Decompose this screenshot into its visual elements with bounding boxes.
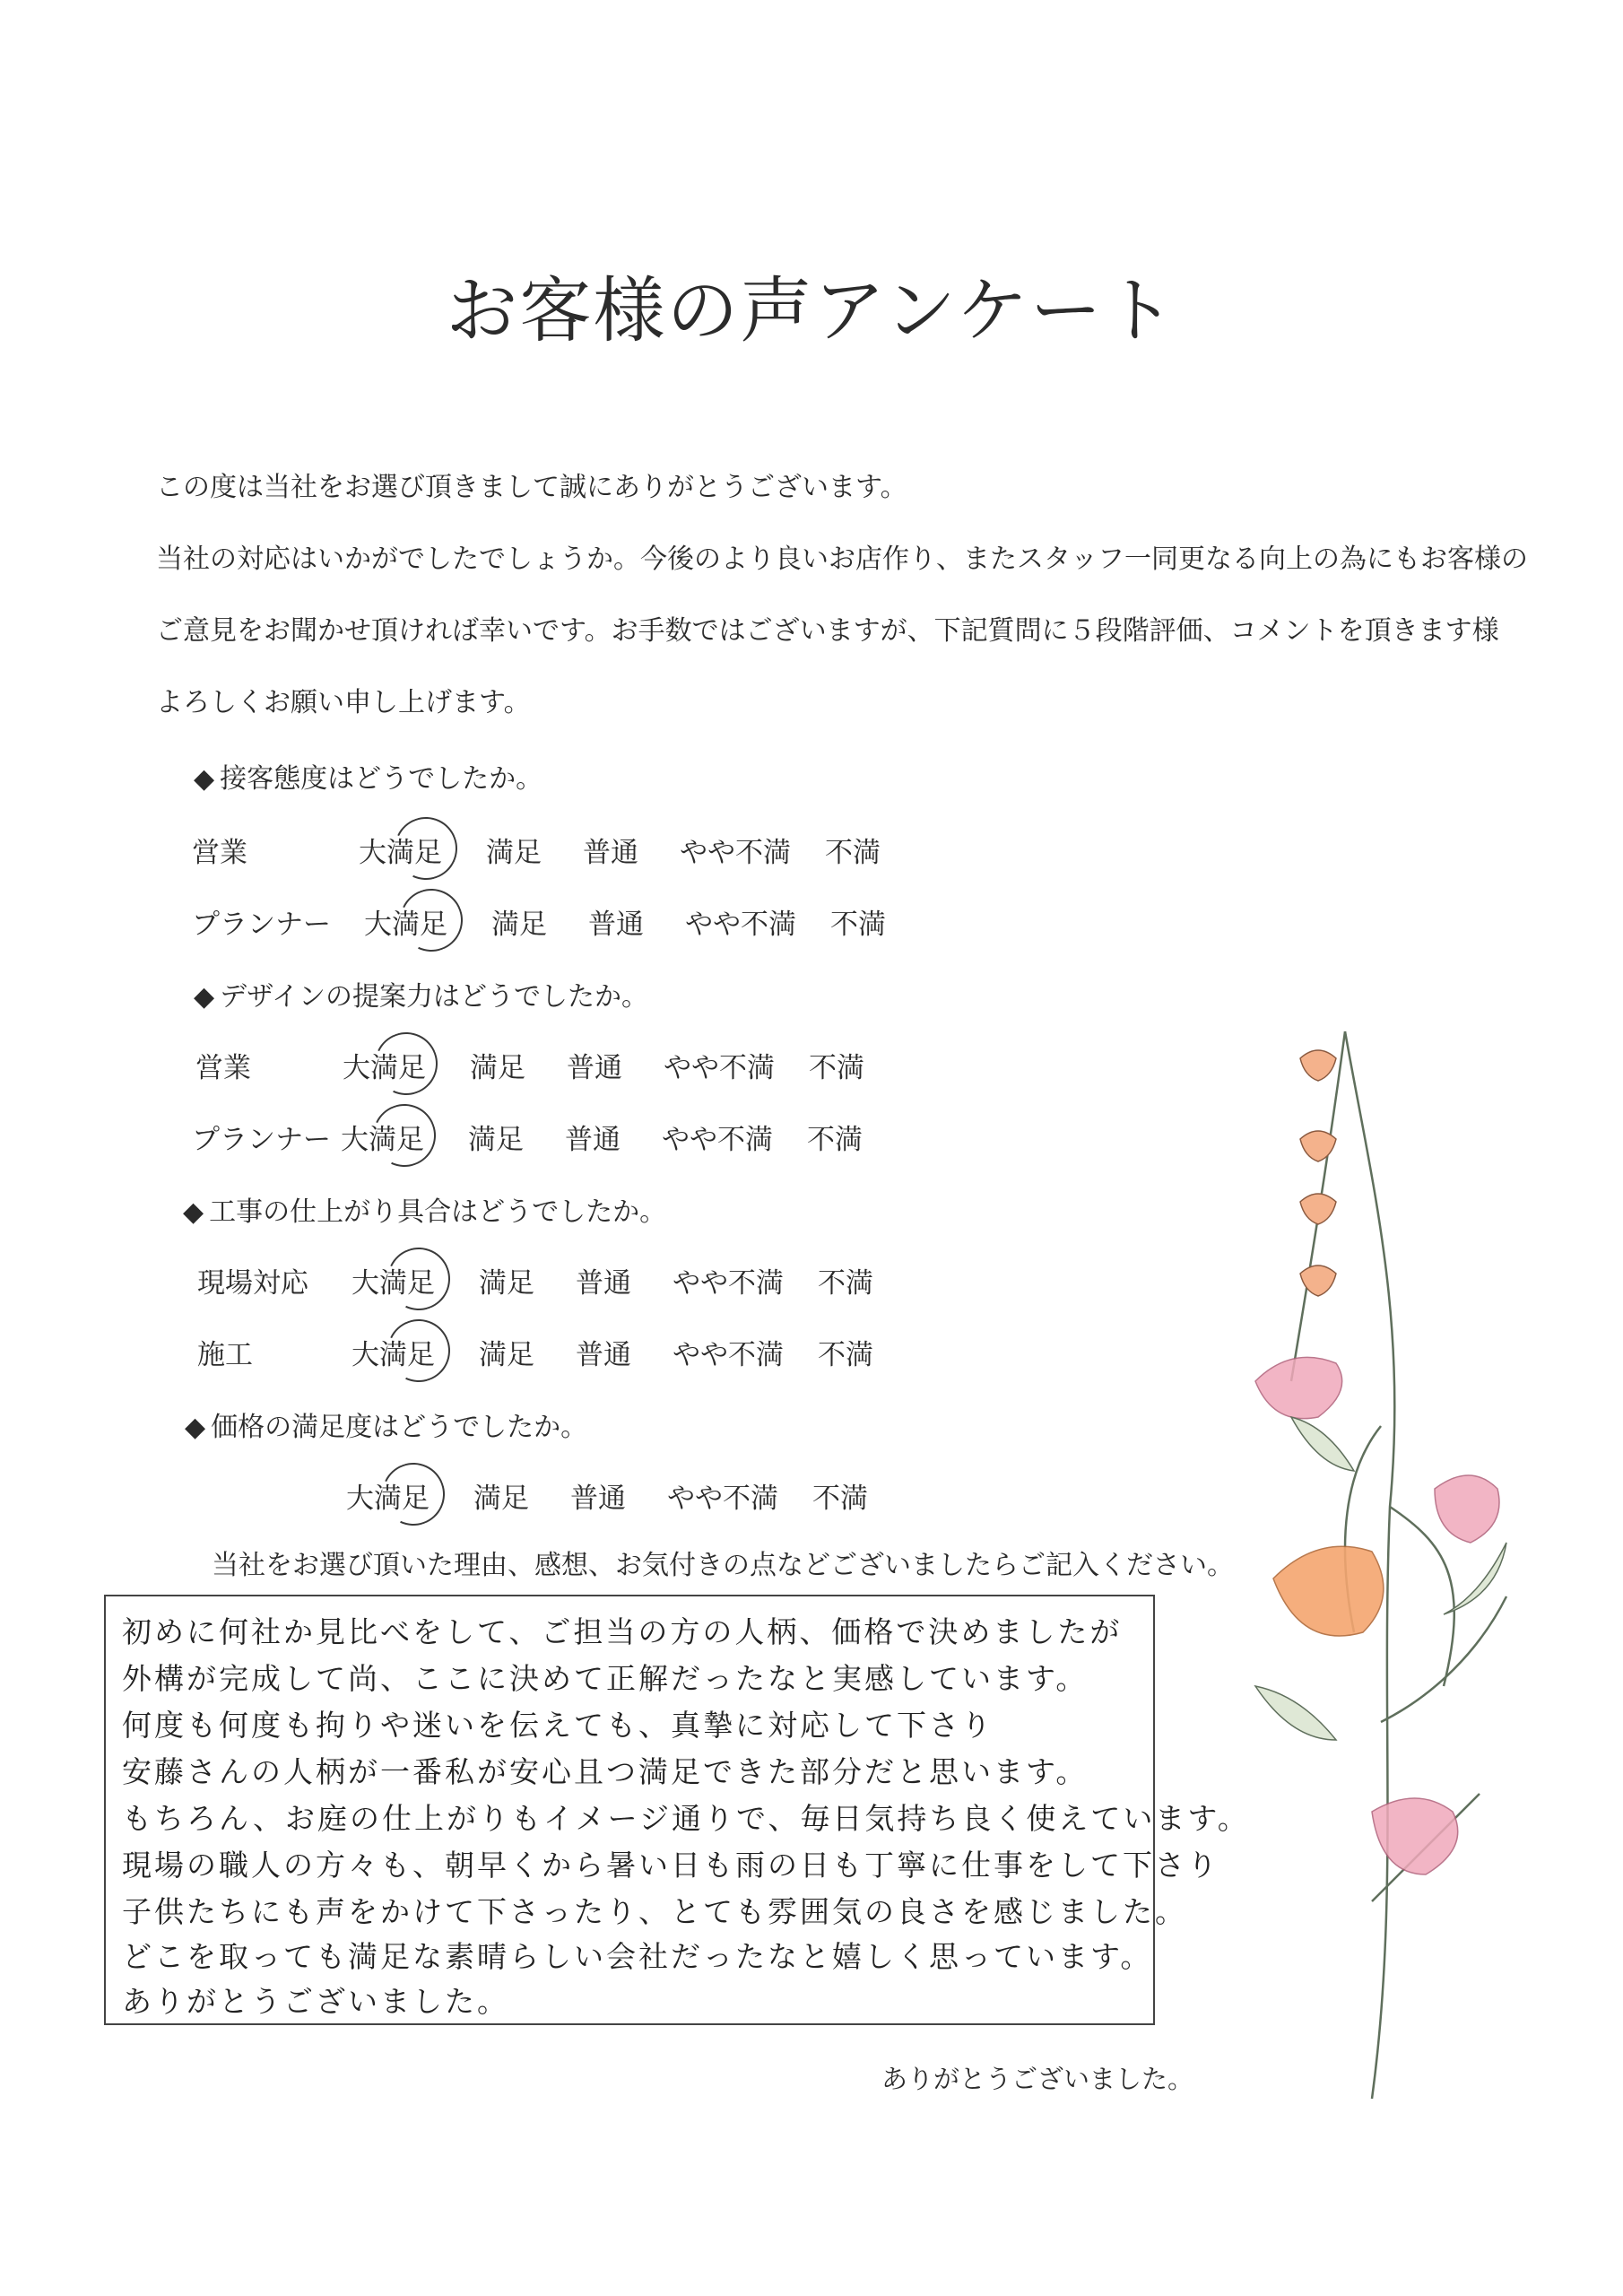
row-label: 営業 [192, 837, 247, 869]
option-very-satisfied[interactable]: 大満足 [352, 1339, 435, 1371]
option-satisfied[interactable]: 満足 [470, 1052, 525, 1084]
selection-circle [364, 1095, 445, 1176]
option-dissatisfied[interactable]: 不満 [807, 1124, 863, 1156]
row-label: 営業 [195, 1052, 251, 1084]
option-satisfied[interactable]: 満足 [473, 1483, 529, 1515]
option-neutral[interactable]: 普通 [576, 1339, 631, 1371]
comment-line: ありがとうございました。 [122, 1984, 509, 2019]
selection-circle [391, 880, 472, 961]
comment-prompt: 当社をお選び頂いた理由、感想、お気付きの点などございましたらご記入ください。 [212, 1550, 1234, 1581]
option-very-satisfied[interactable]: 大満足 [341, 1124, 424, 1156]
intro-line: ご意見をお聞かせ頂ければ幸いです。お手数ではございますが、下記質問に５段階評価、コメントを頂きます様 [156, 615, 1499, 647]
question-1 [194, 756, 542, 796]
option-neutral[interactable]: 普通 [570, 1483, 626, 1515]
question-text: 価格の満足度はどうでしたか。 [211, 1412, 588, 1443]
option-satisfied[interactable]: 満足 [486, 837, 542, 869]
rating-row-q2-planner [192, 1117, 909, 1160]
selection-circle [386, 808, 466, 889]
option-somewhat-dissatisfied[interactable]: やや不満 [662, 1124, 773, 1156]
option-somewhat-dissatisfied[interactable]: やや不満 [664, 1052, 775, 1084]
option-somewhat-dissatisfied[interactable]: やや不満 [673, 1339, 784, 1371]
option-neutral[interactable]: 普通 [567, 1052, 622, 1084]
option-neutral[interactable]: 普通 [576, 1267, 631, 1300]
option-dissatisfied[interactable]: 不満 [818, 1339, 873, 1371]
option-dissatisfied[interactable]: 不満 [830, 909, 886, 941]
option-satisfied[interactable]: 満足 [468, 1124, 524, 1156]
comment-line: どこを取っても満足な素晴らしい会社だったなと嬉しく思っています。 [122, 1939, 1153, 1974]
option-dissatisfied[interactable]: 不満 [825, 837, 881, 869]
diamond-bullet-icon: ◆ [183, 1196, 204, 1228]
comment-line: 何度も何度も拘りや迷いを伝えても、真摯に対応して下さり [122, 1708, 994, 1743]
option-somewhat-dissatisfied[interactable]: やや不満 [680, 837, 791, 869]
question-3 [183, 1189, 666, 1229]
closing-thanks: ありがとうございました。 [881, 2064, 1194, 2094]
comment-line: 初めに何社か見比べをして、ご担当の方の人柄、価格で決めましたが [122, 1614, 1123, 1649]
option-dissatisfied[interactable]: 不満 [812, 1483, 868, 1515]
selection-circle [378, 1239, 459, 1319]
diamond-bullet-icon: ◆ [194, 981, 215, 1013]
rating-row-q1-planner [192, 901, 909, 944]
option-neutral[interactable]: 普通 [565, 1124, 621, 1156]
option-dissatisfied[interactable]: 不満 [809, 1052, 864, 1084]
question-2 [194, 974, 648, 1013]
option-satisfied[interactable]: 満足 [479, 1267, 534, 1300]
option-very-satisfied[interactable]: 大満足 [352, 1267, 435, 1300]
rating-row-q3-site [197, 1260, 915, 1303]
option-satisfied[interactable]: 満足 [491, 909, 547, 941]
intro-line: 当社の対応はいかがでしたでしょうか。今後のより良いお店作り、またスタッフ一同更なる向上の為にもお客様の [156, 544, 1528, 575]
comment-line: 外構が完成して尚、ここに決めて正解だったなと実感しています。 [122, 1661, 1089, 1696]
option-satisfied[interactable]: 満足 [479, 1339, 534, 1371]
flower-illustration [1237, 1004, 1533, 2117]
selection-circle [373, 1454, 454, 1535]
comment-line: 子供たちにも声をかけて下さったり、とても雰囲気の良さを感じました。 [122, 1894, 1187, 1929]
option-very-satisfied[interactable]: 大満足 [364, 909, 447, 941]
selection-circle [366, 1023, 447, 1104]
rating-row-q3-construction [197, 1332, 915, 1375]
comment-line: 現場の職人の方々も、朝早くから暑い日も雨の日も丁寧に仕事をして下さり [122, 1848, 1219, 1883]
diamond-bullet-icon: ◆ [185, 1412, 206, 1443]
option-somewhat-dissatisfied[interactable]: やや不満 [685, 909, 796, 941]
option-neutral[interactable]: 普通 [583, 837, 638, 869]
option-very-satisfied[interactable]: 大満足 [359, 837, 442, 869]
intro-text [156, 466, 1528, 753]
intro-line: この度は当社をお選び頂きまして誠にありがとうございます。 [156, 472, 907, 503]
option-somewhat-dissatisfied[interactable]: やや不満 [667, 1483, 778, 1515]
row-label: 現場対応 [197, 1267, 308, 1300]
option-somewhat-dissatisfied[interactable]: やや不満 [673, 1267, 784, 1300]
row-label: プランナー [192, 909, 331, 941]
option-very-satisfied[interactable]: 大満足 [343, 1052, 426, 1084]
question-text: 接客態度はどうでしたか。 [220, 763, 543, 795]
diamond-bullet-icon: ◆ [194, 763, 215, 795]
comment-box[interactable] [104, 1595, 1250, 2025]
row-label: 施工 [197, 1339, 253, 1371]
question-text: 工事の仕上がり具合はどうでしたか。 [209, 1196, 667, 1228]
question-4 [185, 1405, 587, 1444]
rating-row-q4-price [195, 1475, 913, 1518]
page-title: お客様の声アンケート [446, 269, 1177, 352]
option-dissatisfied[interactable]: 不満 [818, 1267, 873, 1300]
row-label: プランナー [192, 1124, 331, 1156]
rating-row-q1-sales [192, 830, 909, 873]
option-neutral[interactable]: 普通 [588, 909, 644, 941]
question-text: デザインの提案力はどうでしたか。 [220, 981, 648, 1013]
option-very-satisfied[interactable]: 大満足 [346, 1483, 430, 1515]
rating-row-q2-sales [195, 1045, 913, 1088]
comment-line: もちろん、お庭の仕上がりもイメージ通りで、毎日気持ち良く使えています。 [122, 1801, 1250, 1836]
comment-line: 安藤さんの人柄が一番私が安心且つ満足できた部分だと思います。 [122, 1754, 1089, 1789]
intro-line: よろしくお願い申し上げます。 [156, 687, 531, 718]
selection-circle [378, 1310, 459, 1391]
